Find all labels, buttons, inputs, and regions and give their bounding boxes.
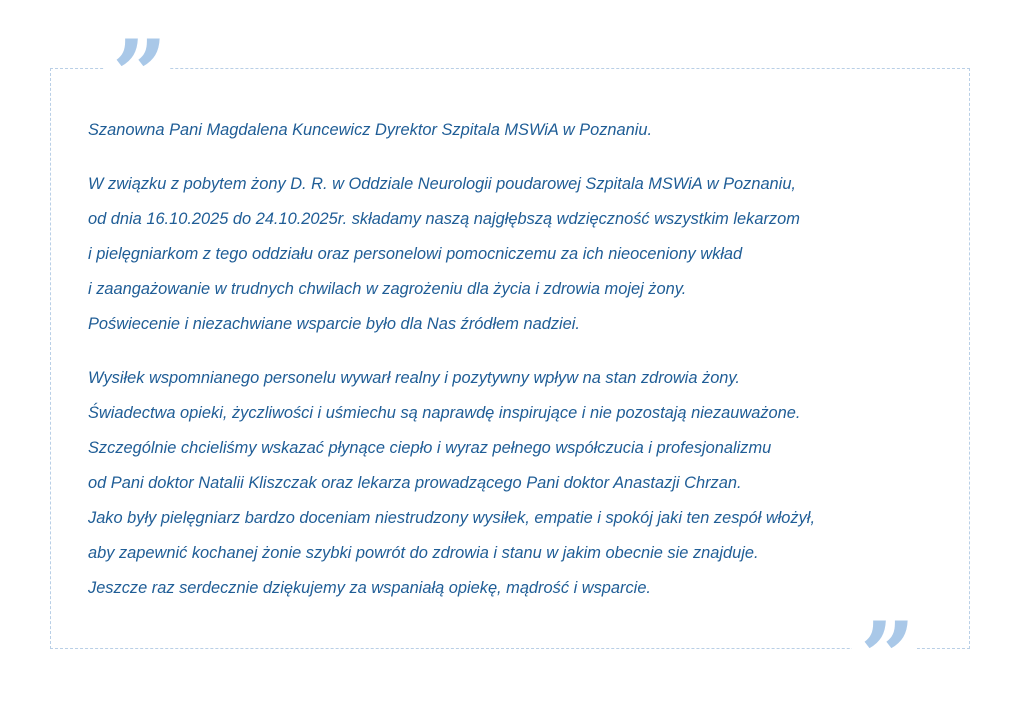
letter-line: Jako były pielęgniarz bardzo doceniam niestrudzony wysiłek, empatie i spokój jaki ten zespół włożył, <box>88 509 816 527</box>
thank-you-letter <box>88 117 968 629</box>
letter-line: Szczególnie chcieliśmy wskazać płynące ciepło i wyraz pełnego współczucia i profesjonalizmu <box>88 439 772 457</box>
letter-line: od Pani doktor Natalii Kliszczak oraz lekarza prowadzącego Pani doktor Anastazji Chrzan. <box>88 474 742 492</box>
letter-line: Świadectwa opieki, życzliwości i uśmiechu są naprawdę inspirujące i nie pozostają niezauważone. <box>88 404 801 422</box>
letter-line: i pielęgniarkom z tego oddziału oraz personelowi pomocniczemu za ich nieoceniony wkład <box>88 245 743 263</box>
letter-line: Jeszcze raz serdecznie dziękujemy za wspaniałą opiekę, mądrość i wsparcie. <box>88 579 651 597</box>
letter-line: Wysiłek wspomnianego personelu wywarł realny i pozytywny wpływ na stan zdrowia żony. <box>88 369 740 387</box>
letter-line: i zaangażowanie w trudnych chwilach w zagrożeniu dla życia i zdrowia mojej żony. <box>88 280 687 298</box>
letter-paragraph-2 <box>88 365 968 610</box>
greeting-paragraph <box>88 117 968 152</box>
closing-quote-mark-icon: ” <box>852 610 917 682</box>
opening-quote-mark-icon: ” <box>104 28 169 100</box>
letter-line: od dnia 16.10.2025 do 24.10.2025r. składamy naszą najgłębszą wdzięczność wszystkim lekarzom <box>88 210 800 228</box>
letter-line: aby zapewnić kochanej żonie szybki powrót do zdrowia i stanu w jakim obecnie sie znajduje. <box>88 544 759 562</box>
letter-greeting: Szanowna Pani Magdalena Kuncewicz Dyrektor Szpitala MSWiA w Poznaniu. <box>88 121 653 139</box>
letter-paragraph-1 <box>88 171 968 346</box>
letter-line: Poświecenie i niezachwiane wsparcie było dla Nas źródłem nadziei. <box>88 315 580 333</box>
letter-line: W związku z pobytem żony D. R. w Oddziale Neurologii poudarowej Szpitala MSWiA w Poznaniu, <box>88 175 796 193</box>
